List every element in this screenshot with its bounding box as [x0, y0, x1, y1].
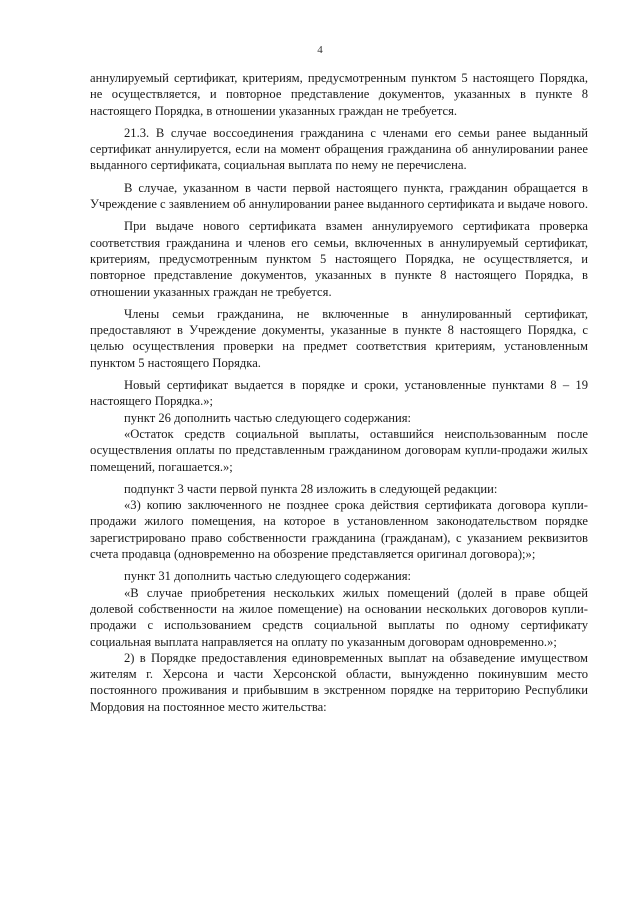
paragraph: 21.3. В случае воссоединения гражданина с членами его семьи ранее выданный сертификат аннулируется, если на момент обращения гражданина об аннулировании ранее выданного сертификата, социальная выплата по нему не перечислена.	[90, 125, 588, 173]
paragraph: При выдаче нового сертификата взамен аннулируемого сертификата проверка соответствия гражданина и членов его семьи, включенных в аннулируемый сертификат, критериям, предусмотренным пунктом 5 настоящего Порядка, не осуществляется, и повторное представление документов, указанных в пункте 8 настоящего Порядка, в отношении указанных граждан не требуется.	[90, 219, 588, 299]
paragraph: «В случае приобретения нескольких жилых помещений (долей в праве общей долевой собственности на жилое помещение) на основании нескольких договоров купли-продажи с использованием средств социальной выплаты по одному сертификату социальная выплата направляется на оплату по указанным договорам одновременно.»;	[90, 585, 588, 649]
paragraph: пункт 26 дополнить частью следующего содержания:	[124, 410, 412, 425]
page-number: 4	[317, 44, 323, 56]
paragraph: «Остаток средств социальной выплаты, оставшийся неиспользованным после осуществления оплаты по представленным гражданином договорам купли-продажи жилых помещений, погашается.»;	[90, 426, 588, 474]
paragraph: подпункт 3 части первой пункта 28 изложить в следующей редакции:	[124, 481, 498, 496]
paragraph: пункт 31 дополнить частью следующего содержания:	[124, 569, 412, 584]
paragraph: аннулируемый сертификат, критериям, предусмотренным пунктом 5 настоящего Порядка, не осуществляется, и повторное представление документов, указанных в пункте 8 настоящего Порядка, в отношении указанных граждан не требуется.	[90, 71, 588, 118]
paragraph: 2) в Порядке предоставления единовременных выплат на обзаведение имуществом жителям г. Херсона и части Херсонской области, вынужденно покинувшим место постоянного проживания и прибывшим в экстренном порядке на территорию Республики Мордовия на постоянное место жительства:	[90, 650, 588, 714]
paragraph: В случае, указанном в части первой настоящего пункта, гражданин обращается в Учреждение с заявлением об аннулировании ранее выданного сертификата и выдаче нового.	[90, 180, 588, 212]
document-body	[90, 70, 588, 715]
paragraph: Новый сертификат выдается в порядке и сроки, установленные пунктами 8 – 19 настоящего Порядка.»;	[90, 378, 588, 409]
paragraph: «3) копию заключенного не позднее срока действия сертификата договора купли-продажи жилого помещения, на которое в установленном законодательством порядке зарегистрировано право собственности гражданина (гражданам), с указанием реквизитов счета продавца (одновременно на обозрение представляется оригинал договора);»;	[90, 498, 588, 562]
paragraph: Члены семьи гражданина, не включенные в аннулированный сертификат, предоставляют в Учреждение документы, указанные в пункте 8 настоящего Порядка, с целью осуществления проверки на предмет соответствия критериям, установленным пунктом 5 настоящего Порядка.	[90, 306, 588, 370]
